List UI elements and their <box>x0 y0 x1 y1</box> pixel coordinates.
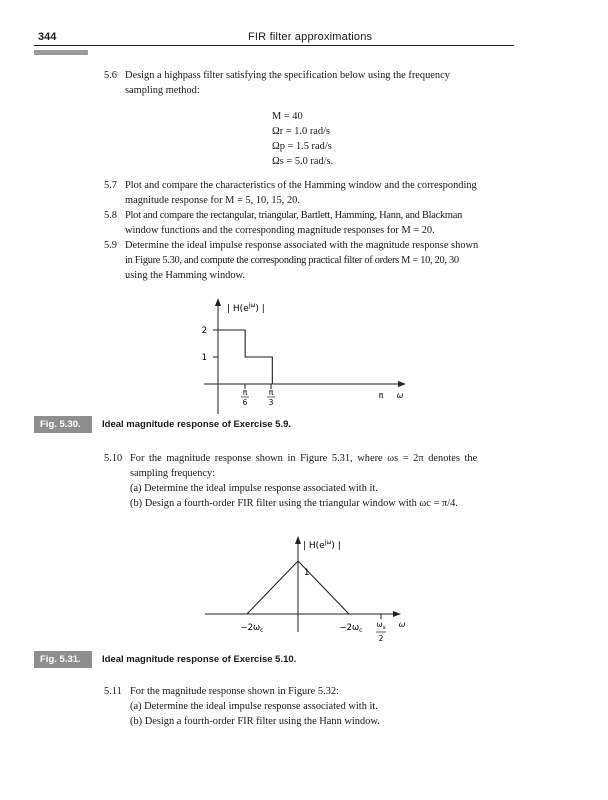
exercise-number: 5.8 <box>104 210 117 221</box>
exercise-5-11-a: (a) Determine the ideal impulse response associated with it. <box>130 701 378 712</box>
page-number: 344 <box>38 31 57 43</box>
exercise-line: Design a highpass filter satisfying the specification below using the frequency <box>125 70 450 81</box>
spec-omega-p: Ωp = 1.5 rad/s <box>272 141 332 152</box>
exercise-number: 5.7 <box>104 180 117 191</box>
y-tick-label-1: 1 <box>201 353 207 363</box>
x-tick-label-pi: π <box>378 391 384 400</box>
exercise-line: magnitude response for M = 5, 10, 15, 20. <box>125 195 300 206</box>
exercise-number: 5.10 <box>104 453 123 464</box>
x-tick-label-pi6-den: 6 <box>242 398 248 407</box>
exercise-line: using the Hamming window. <box>125 270 245 281</box>
exercise-5-10-a: (a) Determine the ideal impulse response associated with it. <box>130 483 378 494</box>
exercise-line: Determine the ideal impulse response associated with the magnitude response shown <box>125 240 479 251</box>
peak-label: 1 <box>304 568 310 578</box>
spec-omega-s: Ωs = 5.0 rad/s. <box>272 156 334 167</box>
x-tick-label-pi3-den: 3 <box>268 398 274 407</box>
exercise-5-10-b: (b) Design a fourth-order FIR filter using the triangular window with ωc = π/4. <box>130 498 458 509</box>
spec-omega-r: Ωr = 1.0 rad/s <box>272 126 331 137</box>
spec-m: M = 40 <box>272 111 303 122</box>
exercise-number: 5.6 <box>104 70 117 81</box>
x-tick-label-pi6-num: π <box>242 388 248 397</box>
x-tick-label-ws-den: 2 <box>378 634 384 643</box>
exercise-line: sampling frequency: <box>130 468 216 479</box>
running-title: FIR filter approximations <box>248 31 373 43</box>
exercise-line: window functions and the corresponding magnitude responses for M = 20. <box>125 225 435 236</box>
x-axis-label: ω <box>398 620 406 629</box>
x-tick-label-left: $-2\omega_c$ <box>240 623 264 634</box>
x-tick-label-right: $-2\omega_c$ <box>339 623 363 634</box>
figure-caption-5-31: Ideal magnitude response of Exercise 5.10. <box>102 654 297 665</box>
x-tick-label-pi3-num: π <box>268 388 274 397</box>
exercise-number: 5.9 <box>104 240 117 251</box>
x-axis-arrow <box>393 611 401 617</box>
x-tick-label-ws-num: $\omega_s$ <box>376 620 386 631</box>
figure-caption-5-30: Ideal magnitude response of Exercise 5.9. <box>102 419 292 430</box>
figure-label-5-31: Fig. 5.31. <box>34 651 92 668</box>
exercise-line: For the magnitude response shown in Figure 5.31, where ωs = 2π denotes the <box>130 453 478 464</box>
y-axis-label: | $H(e^{j\omega})$ | <box>303 539 341 551</box>
x-axis-label: ω <box>396 391 404 400</box>
exercise-number: 5.11 <box>104 686 122 697</box>
exercise-5-11-b: (b) Design a fourth-order FIR filter using the Hann window. <box>130 716 380 727</box>
exercise-line: Plot and compare the rectangular, triangular, Bartlett, Hamming, Hann, and Blackman <box>125 210 463 221</box>
exercise-line: sampling method: <box>125 85 200 96</box>
exercise-line: Plot and compare the characteristics of the Hamming window and the corresponding <box>125 180 477 191</box>
y-axis-label: | $H(e^{j\omega})$ | <box>227 302 265 314</box>
exercise-line: For the magnitude response shown in Figure 5.32: <box>130 686 339 697</box>
y-tick-label-2: 2 <box>201 326 207 336</box>
figure-label-5-30: Fig. 5.30. <box>34 416 92 433</box>
y-axis-arrow <box>295 536 301 544</box>
exercise-line: in Figure 5.30, and compute the corresponding practical filter of orders M = 10, 20, 30 <box>125 255 459 266</box>
